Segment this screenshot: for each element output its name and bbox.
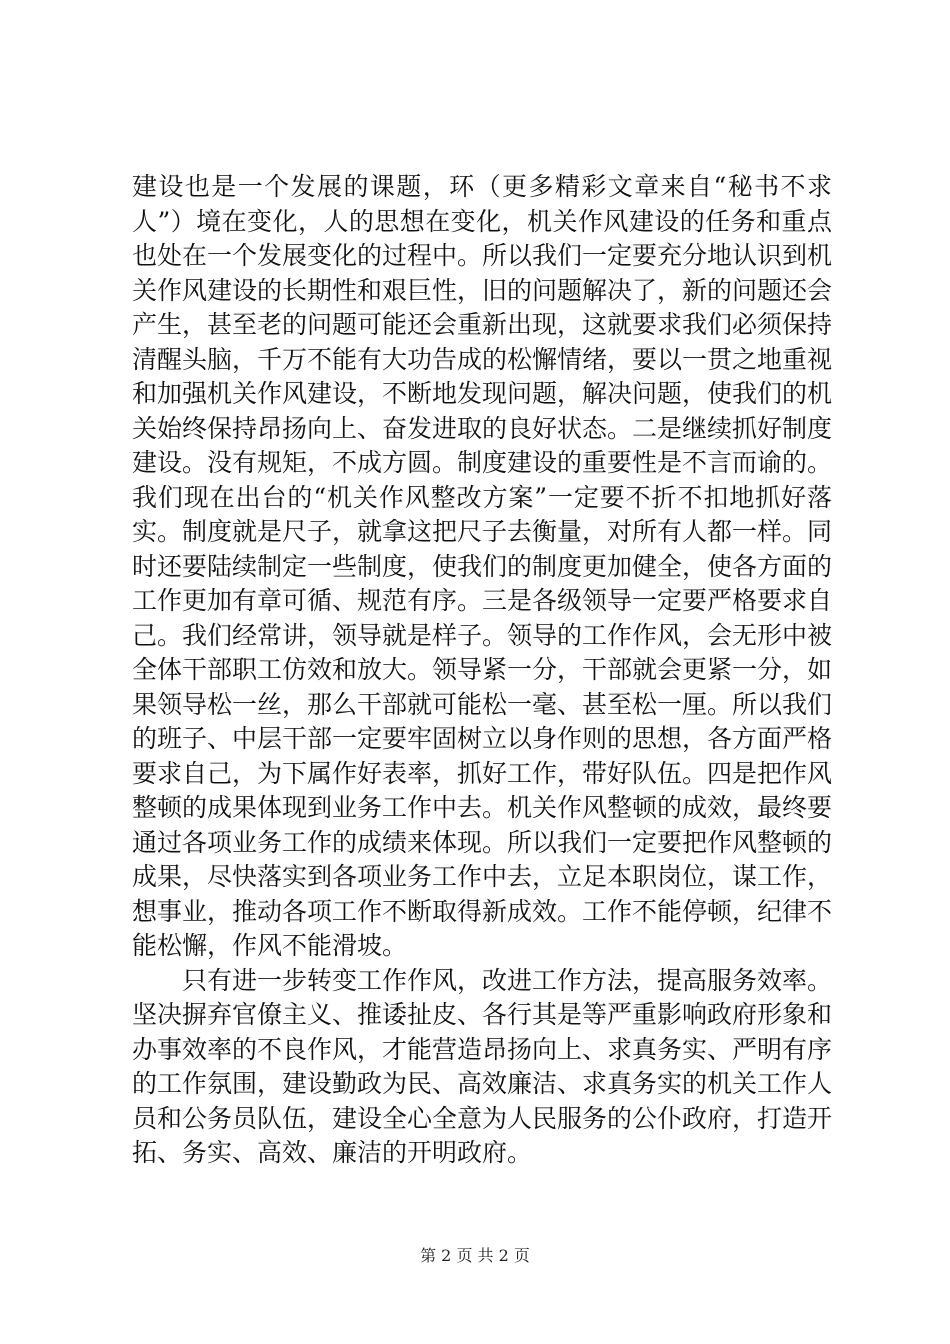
document-body: [132, 170, 832, 1171]
page-number-footer: 第 2 页 共 2 页: [420, 1246, 530, 1265]
paragraph-continuation: 建设也是一个发展的课题，环（更多精彩文章来自“秘书不求人”）境在变化，人的思想在变化，机关作风建设的任务和重点也处在一个发展变化的过程中。所以我们一定要充分地认识到机关作风建设的长期性和艰巨性，旧的问题解决了，新的问题还会产生，甚至老的问题可能还会重新出现，这就要求我们必须保持清醒头脑，千万不能有大功告成的松懈情绪，要以一贯之地重视和加强机关作风建设，不断地发现问题，解决问题，使我们的机关始终保持昂扬向上、奋发进取的良好状态。二是继续抓好制度建设。没有规矩，不成方圆。制度建设的重要性是不言而谕的。我们现在出台的“机关作风整改方案”一定要不折不扣地抓好落实。制度就是尺子，就拿这把尺子去衡量，对所有人都一样。同时还要陆续制定一些制度，使我们的制度更加健全，使各方面的工作更加有章可循、规范有序。三是各级领导一定要严格要求自己。我们经常讲，领导就是样子。领导的工作作风，会无形中被全体干部职工仿效和放大。领导紧一分，干部就会更紧一分，如果领导松一丝，那么干部就可能松一毫、甚至松一厘。所以我们的班子、中层干部一定要牢固树立以身作则的思想，各方面严格要求自己，为下属作好表率，抓好工作，带好队伍。四是把作风整顿的成果体现到业务工作中去。机关作风整顿的成效，最终要通过各项业务工作的成绩来体现。所以我们一定要把作风整顿的成果，尽快落实到各项业务工作中去，立足本职岗位，谋工作，想事业，推动各项工作不断取得新成效。工作不能停顿，纪律不能松懈，作风不能滑坡。: [132, 172, 833, 960]
paragraph-conclusion: 只有进一步转变工作作风，改进工作方法，提高服务效率。坚决摒弃官僚主义、推诿扯皮、各行其是等严重影响政府形象和办事效率的不良作风，才能营造昂扬向上、求真务实、严明有序的工作氛围，建设勤政为民、高效廉洁、求真务实的机关工作人员和公务员队伍，建设全心全意为人民服务的公仆政府，打造开拓、务实、高效、廉洁的开明政府。: [132, 965, 833, 1167]
